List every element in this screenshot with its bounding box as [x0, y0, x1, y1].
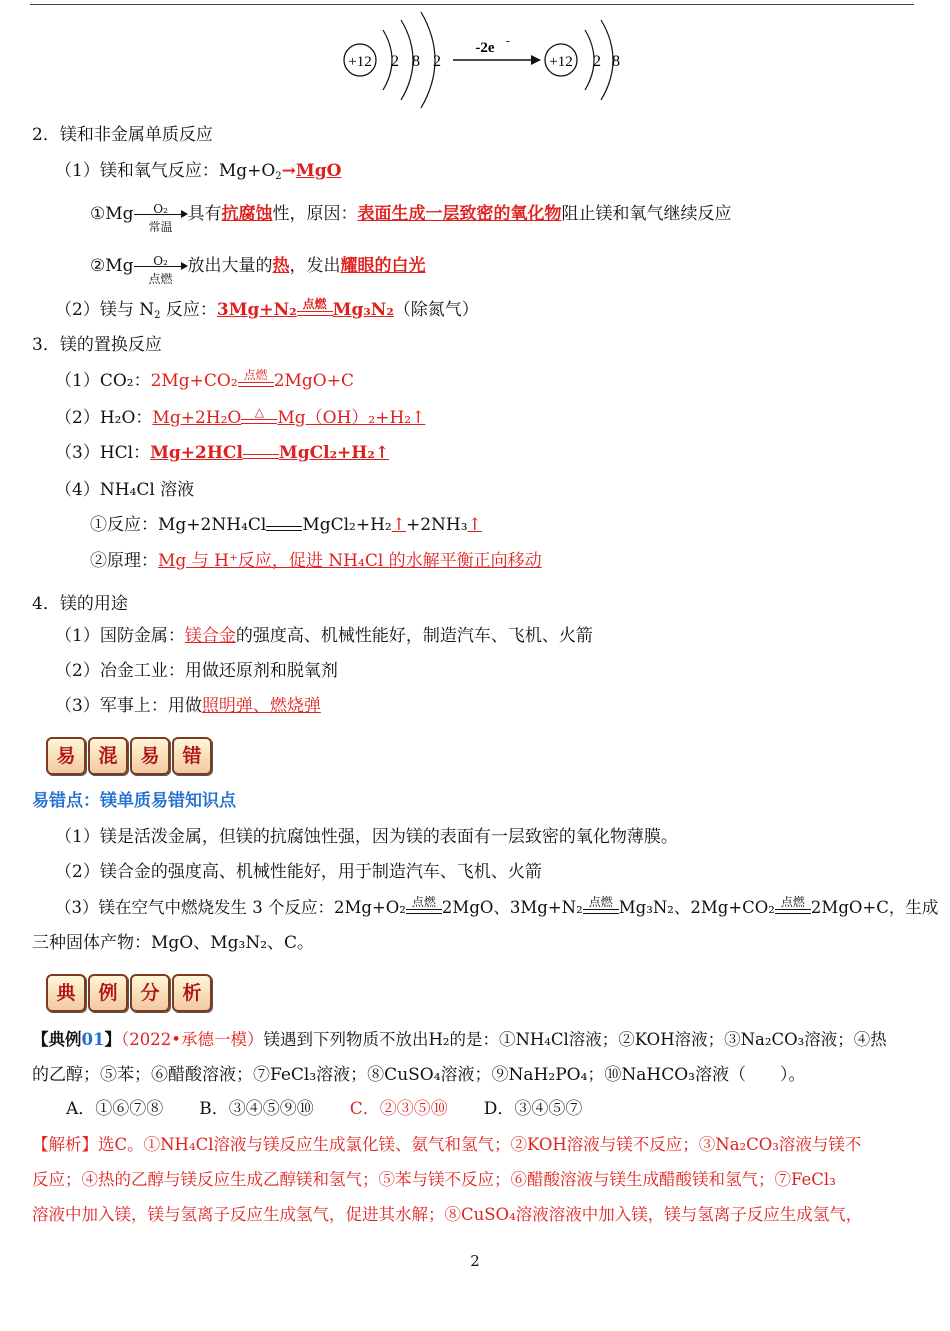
s3-line-2: （2）H₂O：Mg+2H₂O △ Mg（OH）₂+H₂↑ — [55, 404, 426, 428]
badge-char: 错 — [172, 737, 212, 775]
s2-line-1: （1）镁和氧气反应：$Mg+O_2\to MgO$ — [55, 161, 342, 182]
example-options — [66, 1096, 582, 1122]
s4-line-3: （3）军事上：用做照明弹、燃烧弹 — [55, 696, 321, 716]
shell-before-2: 8 — [412, 53, 420, 70]
top-rule — [30, 4, 914, 5]
example-question-line-1: 【典例01】（2022•承德一模）镁遇到下列物质不放出H₂的是：①NH₄Cl溶液；②KOH溶液；③Na₂CO₃溶液；④热 — [32, 1030, 887, 1049]
mistakes-title: 易错点：镁单质易错知识点 — [32, 791, 236, 811]
mistakes-line-4: 三种固体产物：MgO、Mg₃N₂、C。 — [32, 933, 315, 953]
mistakes-line-3: （3）镁在空气中燃烧发生 3 个反应：2Mg+O₂ 点燃 2MgO、3Mg+N₂ 点燃 Mg₃N₂、2Mg+CO₂ 点燃 2MgO+C，生成 — [55, 894, 939, 917]
mistake-badge — [46, 737, 212, 775]
s2-line-3: ②Mg O₂ 点燃 放出大量的热，发出耀眼的白光 — [90, 253, 426, 286]
option-c: C．②③⑤⑩ — [349, 1099, 448, 1119]
nucleus-before: +12 — [348, 54, 372, 70]
s2-line-4: （2）镁与 $N_2$ 反应：3Mg+N₂ 点燃 Mg₃N₂（除氮气） — [55, 296, 479, 321]
option-a: A．①⑥⑦⑧ — [66, 1099, 164, 1119]
badge-char: 析 — [172, 974, 212, 1012]
example-question-line-2: 的乙醇；⑤苯；⑥醋酸溶液；⑦FeCl₃溶液；⑧CuSO₄溶液；⑨NaH₂PO₄；⑩NaHCO₃溶液（ ）。 — [32, 1065, 806, 1085]
s3-line-5: ①反应：Mg+2NH₄Cl MgCl₂+H₂↑+2NH₃↑ — [90, 515, 482, 535]
badge-char: 典 — [46, 974, 86, 1012]
s2-line-2: ①Mg O₂ 常温 具有抗腐蚀性，原因：表面生成一层致密的氧化物阻止镁和氧气继续反应 — [90, 201, 732, 234]
example-badge — [46, 974, 212, 1012]
s3-line-6: ②原理：Mg 与 H⁺反应，促进 NH₄Cl 的水解平衡正向移动 — [90, 551, 542, 571]
s3-line-1: （1）CO₂：2Mg+CO₂ 点燃 2MgO+C — [55, 367, 354, 391]
condition-arrow: O₂ 点燃 — [134, 254, 188, 280]
s4-line-1: （1）国防金属：镁合金的强度高、机械性能好，制造汽车、飞机、火箭 — [55, 626, 593, 646]
badge-char: 分 — [130, 974, 170, 1012]
shell-before-1: 2 — [391, 53, 399, 70]
badge-char: 例 — [88, 974, 128, 1012]
electron-shell-diagram — [335, 8, 635, 112]
section-4-heading: 4．镁的用途 — [32, 594, 128, 614]
page-number: 2 — [470, 1252, 480, 1270]
option-d: D．③④⑤⑦ — [483, 1099, 583, 1119]
condition-arrow: O₂ 常温 — [134, 202, 188, 228]
shell-before-3: 2 — [433, 53, 441, 70]
arrow-label-sup: - — [506, 35, 510, 47]
badge-char: 易 — [130, 737, 170, 775]
section-3-heading: 3．镁的置换反应 — [32, 335, 162, 355]
answer-line-3: 溶液中加入镁，镁与氢离子反应生成氢气，促进其水解；⑧CuSO₄溶液溶液中加入镁，镁与氢离子反应生成氢气， — [32, 1205, 863, 1224]
answer-line-2: 反应；④热的乙醇与镁反应生成乙醇镁和氢气；⑤苯与镁不反应；⑥醋酸溶液与镁生成醋酸镁和氢气；⑦FeCl₃ — [32, 1170, 836, 1189]
s3-line-4: （4）NH₄Cl 溶液 — [55, 480, 195, 500]
shell-after-2: 8 — [612, 53, 620, 70]
badge-char: 混 — [88, 737, 128, 775]
section-2-heading: 2．镁和非金属单质反应 — [32, 125, 213, 145]
mistakes-line-1: （1）镁是活泼金属，但镁的抗腐蚀性强，因为镁的表面有一层致密的氧化物薄膜。 — [55, 827, 678, 847]
shell-after-1: 2 — [593, 53, 601, 70]
s4-line-2: （2）冶金工业：用做还原剂和脱氧剂 — [55, 661, 338, 681]
arrow-label: -2e — [475, 40, 495, 56]
s3-line-3: （3）HCl：Mg+2HCl MgCl₂+H₂↑ — [55, 443, 390, 463]
nucleus-after: +12 — [549, 54, 573, 70]
option-b: B．③④⑤⑨⑩ — [199, 1099, 314, 1119]
answer-line-1: 【解析】选C。①NH₄Cl溶液与镁反应生成氯化镁、氨气和氢气；②KOH溶液与镁不反应；③Na₂CO₃溶液与镁不 — [32, 1135, 862, 1154]
badge-char: 易 — [46, 737, 86, 775]
mistakes-line-2: （2）镁合金的强度高、机械性能好，用于制造汽车、飞机、火箭 — [55, 862, 542, 882]
